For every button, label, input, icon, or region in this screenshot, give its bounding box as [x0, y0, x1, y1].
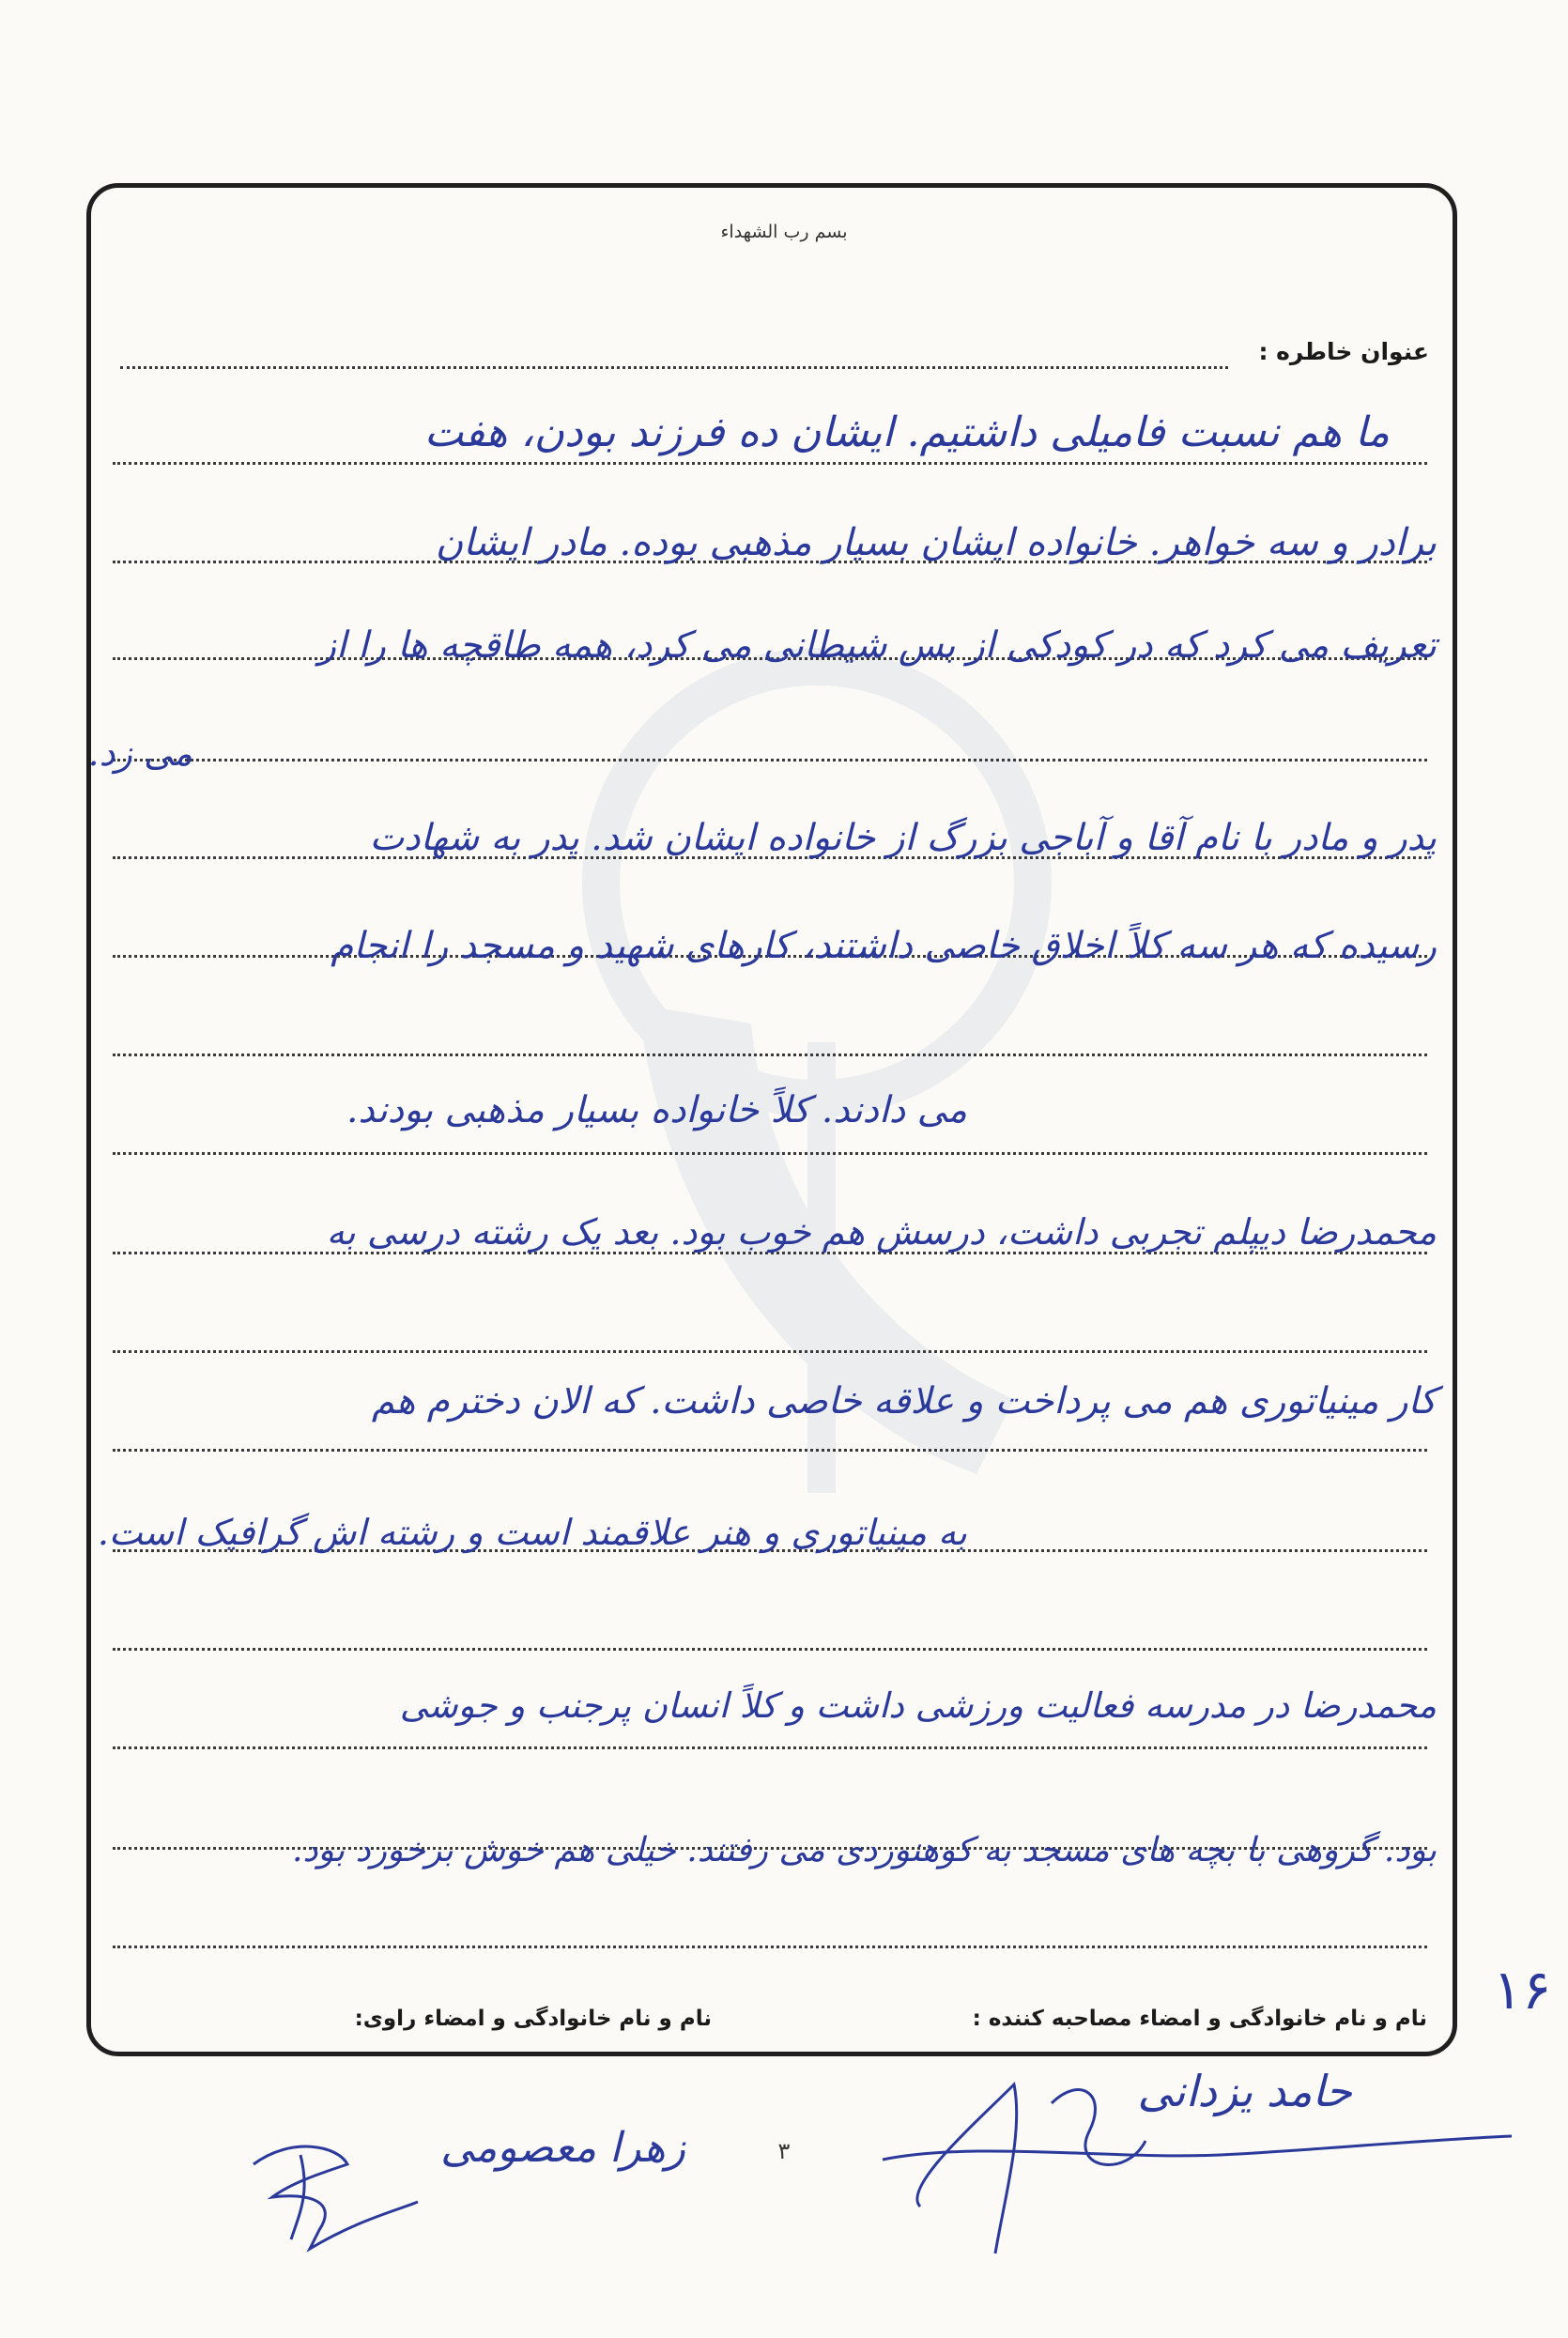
interviewer-name: حامد یزدانی [1137, 2066, 1352, 2116]
narrator-label: نام و نام خانوادگی و امضاء راوی: [354, 2007, 712, 2031]
interviewer-label: نام و نام خانوادگی و امضاء مصاحبه کننده : [972, 2007, 1427, 2031]
narrator-name: زهرا معصومی [440, 2124, 685, 2172]
writing-line [113, 759, 1427, 761]
handwritten-line: می زد. [87, 732, 192, 774]
form-header: بسم رب الشهداء [720, 222, 848, 242]
handwritten-line: می دادند. کلاً خانواده بسیار مذهبی بودند. [346, 1089, 967, 1131]
handwritten-line: رسیده که هر سه کلاً اخلاق خاصی داشتند، کارهای شهید و مسجد را انجام [331, 925, 1437, 967]
narrator-signature [235, 2108, 423, 2258]
memory-title-label: عنوان خاطره : [1258, 338, 1429, 365]
writing-line [113, 1746, 1427, 1749]
writing-line [113, 1449, 1427, 1452]
memory-title-dots [120, 366, 1228, 369]
writing-line [113, 1350, 1427, 1353]
handwritten-line: تعریف می کرد که در کودکی از بس شیطانی می کرد، همه طاقچه ها را از [318, 624, 1437, 667]
handwritten-line: ما هم نسبت فامیلی داشتیم. ایشان ده فرزند بودن، هفت [423, 408, 1390, 456]
handwritten-line: محمدرضا در مدرسه فعالیت ورزشی داشت و کلاً انسان پرجنب و جوشی [399, 1685, 1437, 1726]
handwritten-line: کار مینیاتوری هم می پرداخت و علاقه خاصی داشت. که الان دخترم هم [371, 1380, 1437, 1423]
handwritten-line: محمدرضا دیپلم تجربی داشت، درسش هم خوب بود. بعد یک رشته درسی به [326, 1211, 1437, 1253]
page-number: ۳ [777, 2138, 791, 2164]
writing-line [113, 1648, 1427, 1651]
writing-line [113, 1152, 1427, 1155]
handwritten-line: بود. گروهی با بچه های مسجد به کوهنوردی می رفتند. خیلی هم خوش برخورد بود. [292, 1831, 1437, 1869]
margin-number: ۱۶ [1493, 1958, 1552, 2022]
handwritten-line: به مینیاتوری و هنر علاقمند است و رشته اش گرافیک است. [97, 1512, 967, 1553]
writing-line [113, 1054, 1427, 1056]
handwritten-line: برادر و سه خواهر. خانواده ایشان بسیار مذهبی بوده. مادر ایشان [435, 521, 1437, 564]
writing-line [113, 1946, 1427, 1948]
handwritten-line: پدر و مادر با نام آقا و آباجی بزرگ از خانواده ایشان شد. پدر به شهادت [369, 817, 1437, 859]
writing-line [113, 462, 1427, 465]
